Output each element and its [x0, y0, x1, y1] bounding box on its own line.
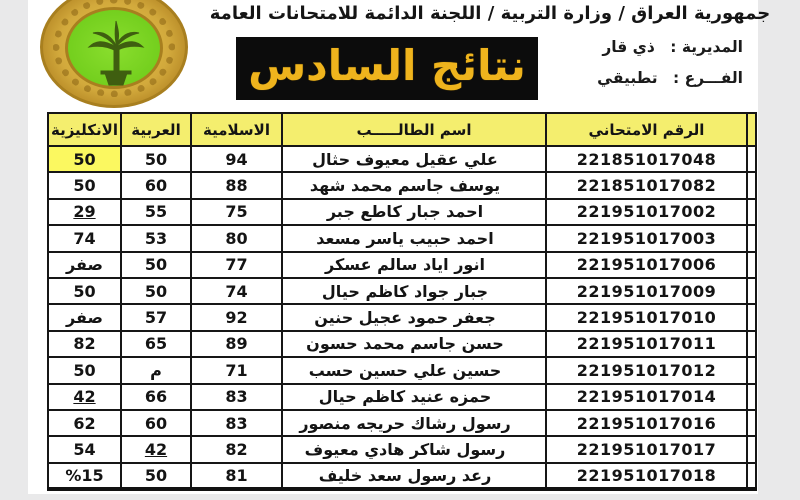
exam-number-cell: 221951017011: [546, 331, 747, 357]
results-table: [47, 112, 757, 491]
clipped-cell: [747, 252, 756, 278]
islamic-score-cell: 92: [191, 304, 282, 330]
arabic-score-cell: م: [121, 357, 191, 383]
arabic-score-cell: 50: [121, 252, 191, 278]
table-row: [48, 304, 756, 330]
exam-number-cell: 221951017003: [546, 225, 747, 251]
col-header-english: الانكليزية: [48, 113, 121, 146]
islamic-score-cell: 82: [191, 436, 282, 462]
english-score-cell: 54: [48, 436, 121, 462]
exam-number-cell: 221851017082: [546, 172, 747, 198]
student-name-cell: يوسف جاسم محمد شهد: [282, 172, 546, 198]
student-name-cell: حسن جاسم محمد حسون: [282, 331, 546, 357]
arabic-score-cell: 66: [121, 384, 191, 410]
student-name-cell: حسين علي حسين حسب: [282, 357, 546, 383]
english-score-cell: 82: [48, 331, 121, 357]
english-score-cell: 50: [48, 146, 121, 172]
student-name-cell: رسول شاكر هادي معيوف: [282, 436, 546, 462]
branch-value: تطبيقي: [597, 69, 658, 87]
table-row: [48, 436, 756, 462]
exam-number-cell: 221951017009: [546, 278, 747, 304]
table-row: [48, 225, 756, 251]
col-header-islamic: الاسلامية: [191, 113, 282, 146]
english-score-cell: 42: [48, 384, 121, 410]
branch-label: الفـــرع :: [672, 69, 743, 87]
table-row: [48, 146, 756, 172]
clipped-cell: [747, 463, 756, 489]
table-row: [48, 410, 756, 436]
clipped-cell: [747, 172, 756, 198]
islamic-score-cell: 81: [191, 463, 282, 489]
student-name-cell: انور اياد سالم عسكر: [282, 252, 546, 278]
results-banner-title: نتائج السادس: [248, 40, 526, 90]
english-score-cell: صفر: [48, 252, 121, 278]
english-score-cell: 62: [48, 410, 121, 436]
english-score-cell: %15: [48, 463, 121, 489]
islamic-score-cell: 94: [191, 146, 282, 172]
arabic-score-cell: 60: [121, 410, 191, 436]
student-name-cell: جعفر حمود عجيل حنين: [282, 304, 546, 330]
exam-number-cell: 221951017010: [546, 304, 747, 330]
islamic-score-cell: 89: [191, 331, 282, 357]
table-row: [48, 199, 756, 225]
arabic-score-cell: 60: [121, 172, 191, 198]
student-name-cell: احمد حبيب ياسر مسعد: [282, 225, 546, 251]
arabic-score-cell: 42: [121, 436, 191, 462]
table-row: [48, 252, 756, 278]
exam-number-cell: 221951017014: [546, 384, 747, 410]
exam-number-cell: 221951017002: [546, 199, 747, 225]
table-row: [48, 278, 756, 304]
islamic-score-cell: 71: [191, 357, 282, 383]
col-header-student-name: اسم الطالـــــب: [282, 113, 546, 146]
ministry-emblem-logo: [40, 0, 188, 108]
clipped-cell: [747, 199, 756, 225]
exam-number-cell: 221951017006: [546, 252, 747, 278]
government-header-line: جمهورية العراق / وزارة التربية / اللجنة الدائمة للامتحانات العامة: [209, 3, 771, 24]
exam-number-cell: 221951017012: [546, 357, 747, 383]
islamic-score-cell: 77: [191, 252, 282, 278]
table-row: [48, 172, 756, 198]
exam-meta-block: [543, 38, 743, 100]
islamic-score-cell: 75: [191, 199, 282, 225]
student-name-cell: رعد رسول سعد خليف: [282, 463, 546, 489]
clipped-cell: [747, 357, 756, 383]
clipped-cell: [747, 304, 756, 330]
table-row: [48, 357, 756, 383]
arabic-score-cell: 50: [121, 278, 191, 304]
exam-number-cell: 221951017016: [546, 410, 747, 436]
clipped-cell: [747, 436, 756, 462]
table-header-row: [48, 113, 756, 146]
exam-number-cell: 221951017018: [546, 463, 747, 489]
english-score-cell: 50: [48, 357, 121, 383]
clipped-cell: [747, 384, 756, 410]
clipped-cell: [747, 278, 756, 304]
col-header-exam-number: الرقم الامتحاني: [546, 113, 747, 146]
arabic-score-cell: 65: [121, 331, 191, 357]
col-header-clipped: [747, 113, 756, 146]
clipped-cell: [747, 146, 756, 172]
islamic-score-cell: 83: [191, 384, 282, 410]
table-row: [48, 384, 756, 410]
directorate-label: المديرية :: [670, 38, 743, 56]
islamic-score-cell: 88: [191, 172, 282, 198]
english-score-cell: 50: [48, 172, 121, 198]
english-score-cell: 74: [48, 225, 121, 251]
student-name-cell: حمزه عنيد كاظم حيال: [282, 384, 546, 410]
palm-tree-icon: [43, 0, 188, 108]
arabic-score-cell: 50: [121, 146, 191, 172]
exam-number-cell: 221951017017: [546, 436, 747, 462]
student-name-cell: احمد جبار كاطع جبر: [282, 199, 546, 225]
col-header-arabic: العربية: [121, 113, 191, 146]
directorate-row: [543, 38, 743, 56]
clipped-cell: [747, 225, 756, 251]
arabic-score-cell: 55: [121, 199, 191, 225]
student-name-cell: رسول رشاك حريجه منصور: [282, 410, 546, 436]
results-banner: [236, 37, 538, 100]
student-name-cell: جبار جواد كاظم حيال: [282, 278, 546, 304]
table-row: [48, 463, 756, 489]
islamic-score-cell: 80: [191, 225, 282, 251]
clipped-cell: [747, 410, 756, 436]
branch-row: [543, 69, 743, 87]
student-name-cell: علي عقيل معيوف حثال: [282, 146, 546, 172]
islamic-score-cell: 83: [191, 410, 282, 436]
exam-number-cell: 221851017048: [546, 146, 747, 172]
english-score-cell: صفر: [48, 304, 121, 330]
table-row: [48, 331, 756, 357]
english-score-cell: 29: [48, 199, 121, 225]
arabic-score-cell: 53: [121, 225, 191, 251]
islamic-score-cell: 74: [191, 278, 282, 304]
directorate-value: ذي قار: [602, 38, 655, 56]
arabic-score-cell: 50: [121, 463, 191, 489]
arabic-score-cell: 57: [121, 304, 191, 330]
english-score-cell: 50: [48, 278, 121, 304]
clipped-cell: [747, 331, 756, 357]
